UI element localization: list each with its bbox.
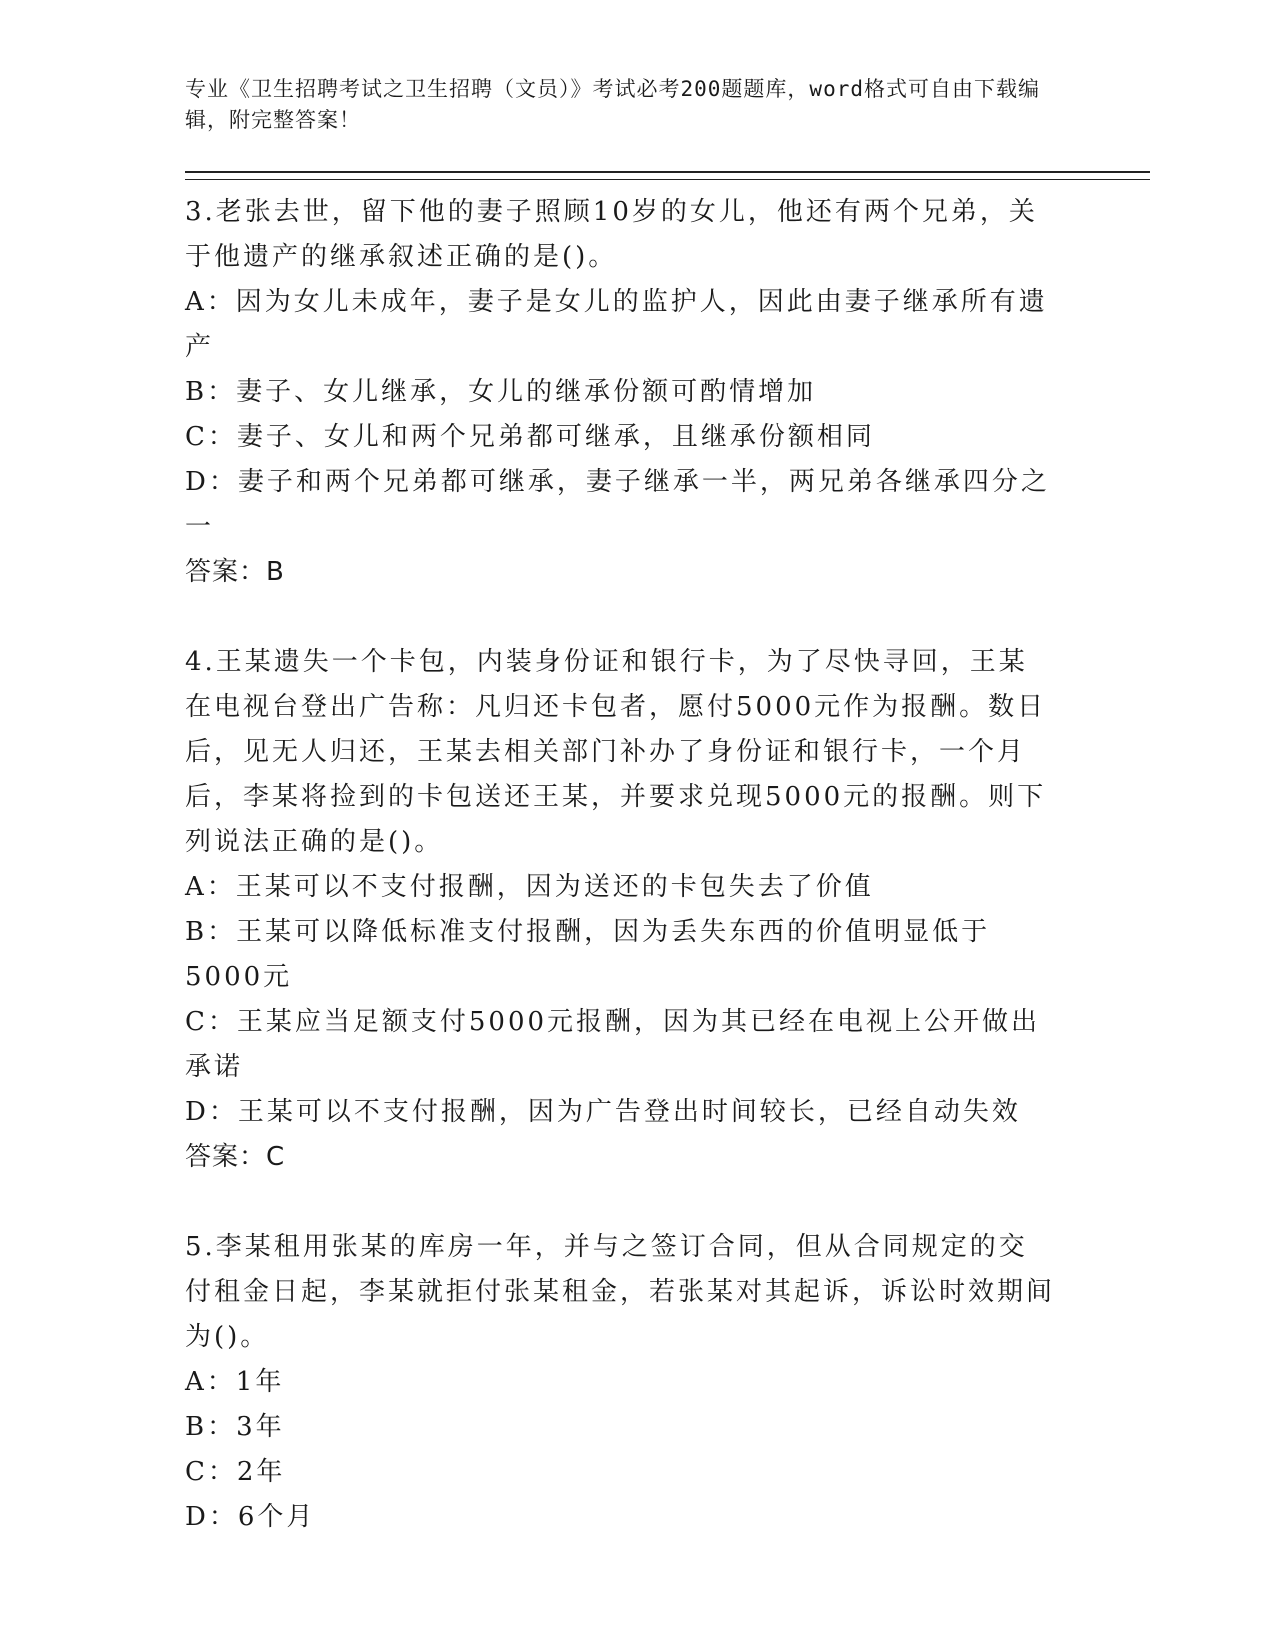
document-header-title: 专业《卫生招聘考试之卫生招聘（文员）》考试必考200题题库，word格式可自由下载编辑，附完整答案！ (185, 77, 1040, 132)
option-a: A：1年 (185, 1367, 285, 1397)
question-3 (185, 190, 1065, 595)
question-5 (185, 1225, 1065, 1540)
question-stem: 4.王某遗失一个卡包，内装身份证和银行卡，为了尽快寻回，王某在电视台登出广告称：凡归还卡包者，愿付5000元作为报酬。数日后，见无人归还，王某去相关部门补办了身份证和银行卡，一个月后，李某将捡到的卡包送还王某，并要求兑现5000元的报酬。则下列说法正确的是()。 (185, 647, 1047, 857)
answer-line (185, 1135, 1065, 1180)
option-d: D：妻子和两个兄弟都可继承，妻子继承一半，两兄弟各继承四分之一 (185, 467, 1050, 542)
answer-line (185, 550, 1065, 595)
option-c: C：妻子、女儿和两个兄弟都可继承，且继承份额相同 (185, 422, 875, 452)
option-d: D：王某可以不支付报酬，因为广告登出时间较长，已经自动失效 (185, 1097, 1021, 1127)
option-b: B：王某可以降低标准支付报酬，因为丢失东西的价值明显低于5000元 (185, 917, 991, 992)
answer-value: B (266, 557, 285, 587)
option-b: B：妻子、女儿继承，女儿的继承份额可酌情增加 (185, 377, 817, 407)
question-stem: 3.老张去世，留下他的妻子照顾10岁的女儿，他还有两个兄弟，关于他遗产的继承叙述正确的是()。 (185, 197, 1038, 272)
question-spacer (185, 595, 1065, 640)
answer-label: 答案： (185, 557, 267, 587)
option-a: A：王某可以不支付报酬，因为送还的卡包失去了价值 (185, 872, 874, 902)
option-b: B：3年 (185, 1412, 285, 1442)
question-stem: 5.李某租用张某的库房一年，并与之签订合同，但从合同规定的交付租金日起，李某就拒付张某租金，若张某对其起诉，诉讼时效期间为()。 (185, 1232, 1056, 1352)
option-c: C：王某应当足额支付5000元报酬，因为其已经在电视上公开做出承诺 (185, 1007, 1041, 1082)
option-a: A：因为女儿未成年，妻子是女儿的监护人，因此由妻子继承所有遗产 (185, 287, 1048, 362)
answer-label: 答案： (185, 1142, 267, 1172)
question-list (185, 190, 1065, 1540)
answer-value: C (266, 1142, 286, 1172)
question-4 (185, 640, 1065, 1180)
header-divider (185, 171, 1150, 180)
question-spacer (185, 1180, 1065, 1225)
option-c: C：2年 (185, 1457, 286, 1487)
option-d: D：6个月 (185, 1502, 316, 1532)
document-page (185, 74, 1065, 136)
